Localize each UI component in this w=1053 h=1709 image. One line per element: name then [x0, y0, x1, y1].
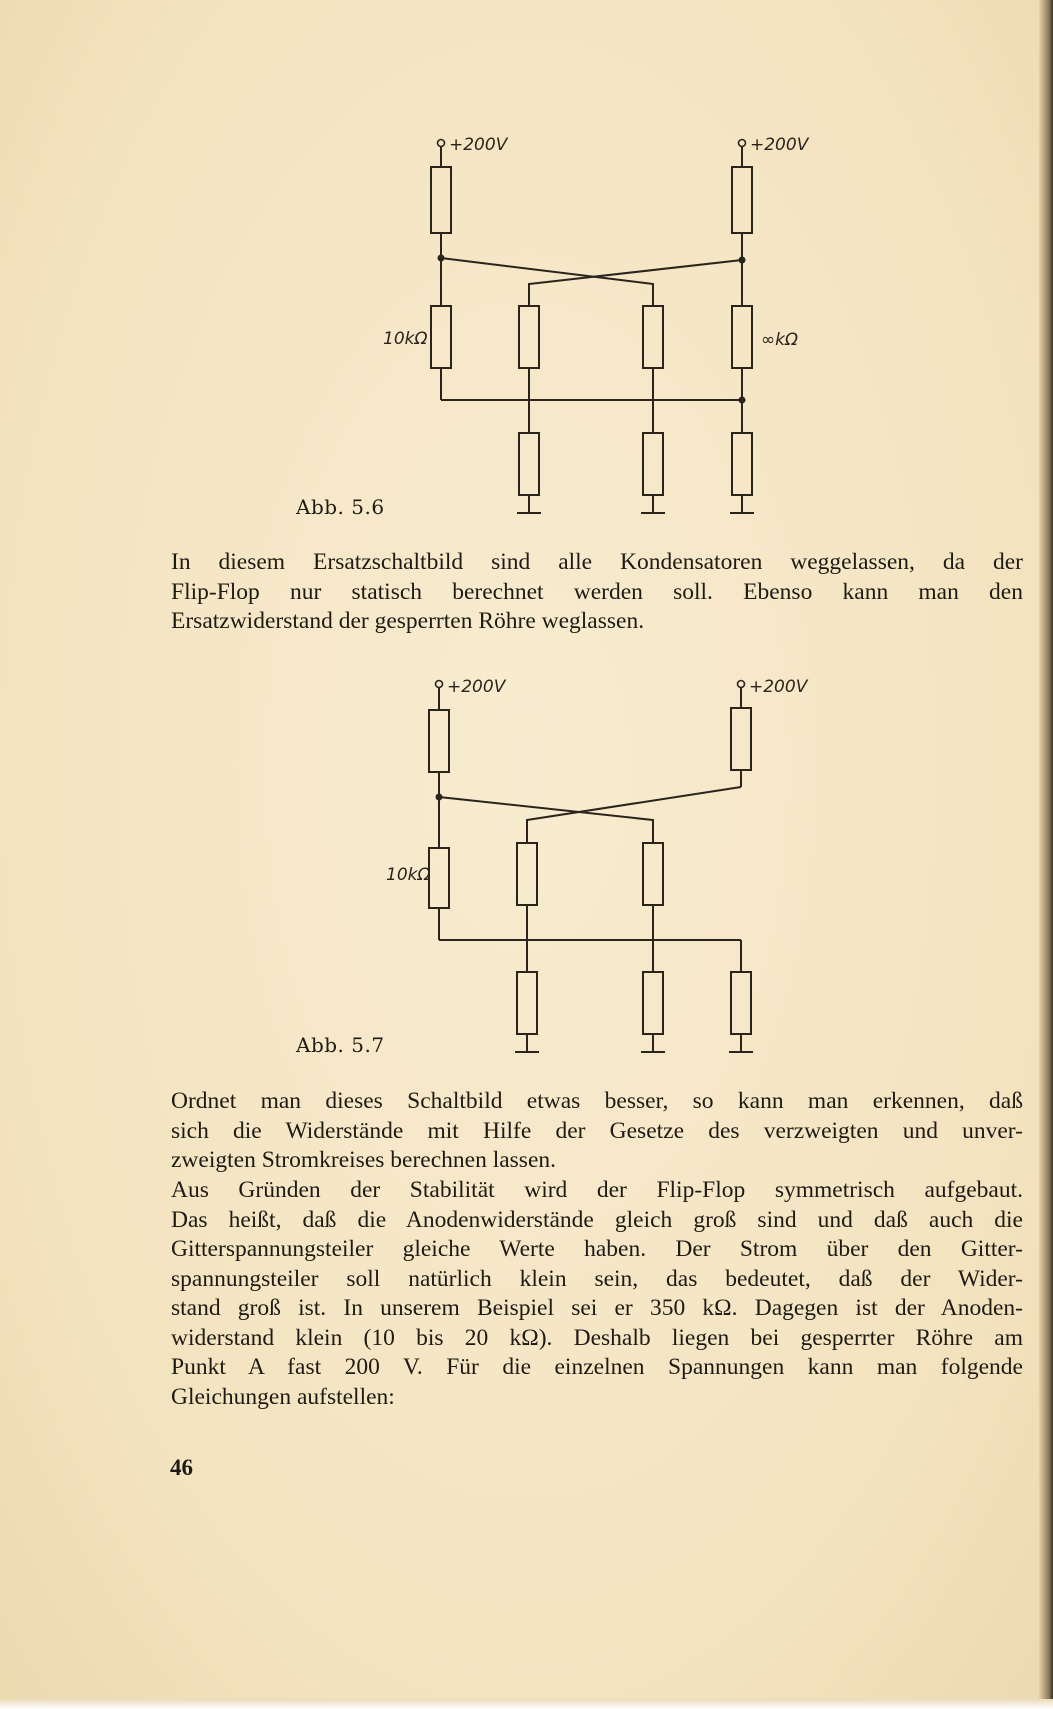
paragraph-3-line: Punkt A fast 200 V. Für die einzelnen Spannungen kann man folgende [171, 1354, 1023, 1380]
paragraph-3 [171, 1176, 1023, 1412]
fig56-anode-resistor-right [732, 167, 752, 233]
paragraph-3-line: widerstand klein (10 bis 20 kΩ). Deshalb liegen bei gesperrter Röhre am [171, 1324, 1023, 1351]
paragraph-3-line: Aus Gründen der Stabilität wird der Flip-Flop symmetrisch aufgebaut. [171, 1177, 1023, 1203]
paragraph-3-line: spannungsteiler soll natürlich klein sein, das bedeutet, daß der Wider- [171, 1265, 1023, 1292]
fig56-label-infinite: ∞kΩ [761, 330, 798, 350]
page-number: 46 [170, 1455, 193, 1480]
paragraph-3-line: Gleichungen aufstellen: [171, 1383, 395, 1410]
paragraph-2-line: zweigten Stromkreises berechnen lassen. [171, 1147, 557, 1173]
page-edge-right [1039, 0, 1053, 1709]
paragraph-2-line: Ordnet man dieses Schaltbild etwas besser, so kann man erkennen, daß [171, 1088, 1023, 1114]
fig57-supply-right-label: +200V [749, 677, 808, 697]
figure-5-7-caption: Abb. 5.7 [296, 1033, 385, 1057]
fig57-anode-resistor-left [429, 710, 449, 772]
fig57-label-10k: 10kΩ [386, 865, 431, 885]
fig56-label-10k: 10kΩ [383, 329, 428, 349]
paragraph-2-line: sich die Widerstände mit Hilfe der Gesetze des verzweigten und unver- [171, 1117, 1023, 1144]
fig57-resistor-10k [429, 848, 449, 908]
paragraph-2 [171, 1087, 1023, 1176]
paragraph-1 [171, 548, 1023, 637]
paragraph-1-line: Flip-Flop nur statisch berechnet werden soll. Ebenso kann man den [171, 578, 1023, 605]
paragraph-3-line: Das heißt, daß die Anodenwiderstände gleich groß sind und daß auch die [171, 1206, 1023, 1233]
figure-5-6-caption: Abb. 5.6 [296, 495, 385, 519]
fig56-anode-resistor-left [431, 167, 451, 233]
fig56-resistor-infinite [732, 306, 752, 368]
fig56-grid-resistor-right [643, 306, 663, 368]
fig56-grid-resistor-left [519, 306, 539, 368]
paragraph-3-line: stand groß ist. In unserem Beispiel sei er 350 kΩ. Dagegen ist der Anoden- [171, 1295, 1023, 1321]
fig56-resistor-10k [431, 306, 451, 368]
paragraph-3-line: Gitterspannungsteiler gleiche Werte haben. Der Strom über den Gitter- [171, 1236, 1023, 1262]
fig57-anode-resistor-right [731, 708, 751, 770]
fig56-supply-right-label: +200V [750, 135, 809, 155]
page-edge-bottom [0, 1699, 1053, 1709]
paragraph-1-line: In diesem Ersatzschaltbild sind alle Kondensatoren weggelassen, da der [171, 549, 1023, 575]
fig56-supply-left-label: +200V [449, 135, 508, 155]
figure-5-6-schematic [370, 125, 830, 525]
fig57-supply-left-label: +200V [447, 677, 506, 697]
paragraph-1-line: Ersatzwiderstand der gesperrten Röhre weglassen. [171, 608, 645, 634]
figure-5-7-schematic [370, 670, 830, 1070]
